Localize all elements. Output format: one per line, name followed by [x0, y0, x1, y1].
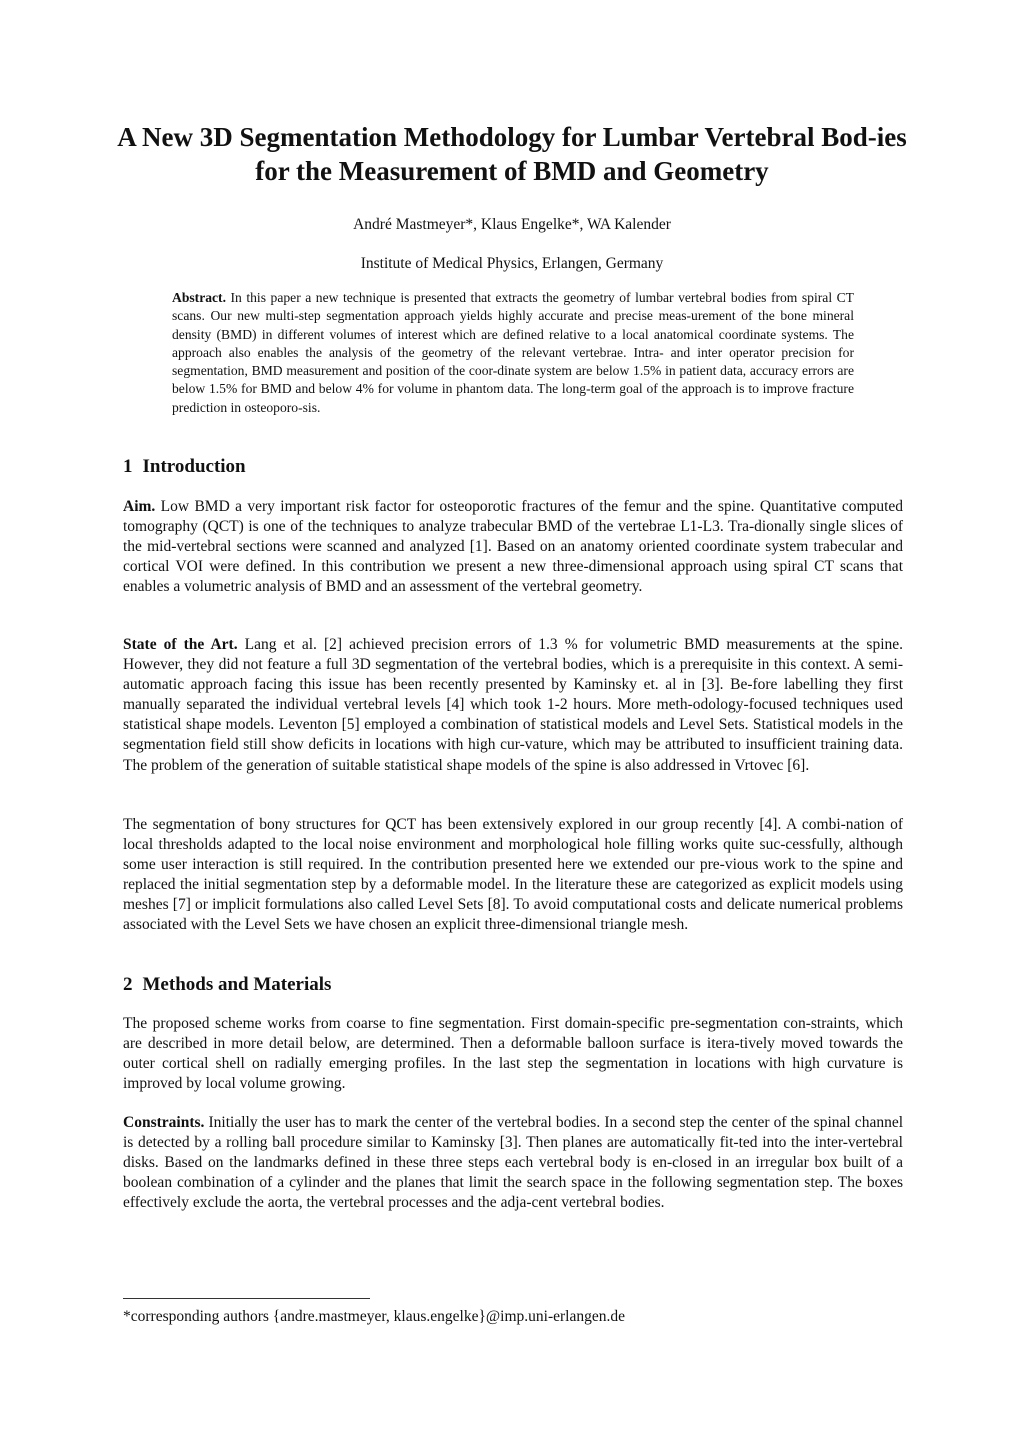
- paragraph-segmentation-bony-structures: [123, 815, 903, 936]
- section-heading-introduction: [123, 455, 246, 479]
- paragraph-text: The proposed scheme works from coarse to fine segmentation. First domain-specific pre-segmentation con-straints, which are described in more detail below, are determined. Then a deformable balloon surface is itera-tively moved towards the outer cortical shell on radially emerging profiles. In the last step the segmentation in locations with high curvature is improved by local volume growing.: [123, 1015, 903, 1093]
- abstract-text: In this paper a new technique is presented that extracts the geometry of lumbar vertebral bodies from spiral CT scans. Our new multi-step segmentation approach yields highly accurate and precise meas-urement of the bone mineral density (BMD) in different volumes of interest which are defined relative to a local anatomical coordinate systems. The approach also enables the analysis of the geometry of the relevant vertebrae. Intra- and inter operator precision for segmentation, BMD measurement and position of the coor-dinate system are below 1.5% in patient data, accuracy errors are below 1.5% for BMD and below 4% for volume in phantom data. The long-term goal of the approach is to improve fracture prediction in osteoporo-sis.: [172, 290, 854, 415]
- paragraph-text: Low BMD a very important risk factor for osteoporotic fractures of the femur and the spine. Quantitative computed tomography (QCT) is one of the techniques to analyze trabecular BMD of the vertebrae L1-L3. Tra-dionally single slices of the mid-vertebral sections were scanned and analyzed [1]. Based on an anatomy oriented coordinate system trabecular and cortical VOI were defined. In this contribution we present a new three-dimensional approach using spiral CT scans that enables a volumetric analysis of BMD and an assessment of the vertebral geometry.: [123, 498, 904, 596]
- paragraph-text: Initially the user has to mark the center of the vertebral bodies. In a second step the center of the spinal channel is detected by a rolling ball procedure similar to Kaminsky [3]. Then planes are automatically fit-ted into the inter-vertebral disks. Based on the landmarks defined in these three steps each vertebral body is en-closed in an irregular box built of a boolean combination of a cylinder and the planes that limit the search space in the following segmentation step. The boxes effectively exclude the aorta, the vertebral processes and the adja-cent vertebral bodies.: [123, 1114, 904, 1212]
- abstract-label: Abstract.: [172, 290, 226, 305]
- paragraph-proposed-scheme: [123, 1014, 903, 1094]
- affiliation: Institute of Medical Physics, Erlangen, Germany: [360, 255, 664, 272]
- section-heading-methods: [123, 973, 331, 997]
- paragraph-text: The segmentation of bony structures for QCT has been extensively explored in our group recently [4]. A combi-nation of local thresholds adapted to the local noise environment and morphological hole filling works quite suc-cessfully, although some user interaction is still required. In the contribution presented here we extended our pre-vious work to the spine and replaced the initial segmentation step by a deformable model. In the literature these are categorized as explicit models using meshes [7] or implicit formulations also called Level Sets [8]. To avoid computational costs and delicate numerical problems associated with the Level Sets we have chosen an explicit three-dimensional triangle mesh.: [123, 816, 903, 934]
- abstract: [172, 289, 854, 417]
- paragraph-lead: Aim.: [123, 498, 156, 515]
- paragraph-state-of-the-art: [123, 635, 903, 776]
- author-list: André Mastmeyer*, Klaus Engelke*, WA Kalender: [353, 216, 671, 233]
- footnote-divider: [123, 1298, 370, 1299]
- paragraph-aim: [123, 497, 903, 597]
- paper-title: A New 3D Segmentation Methodology for Lumbar Vertebral Bod-ies for the Measurement of BMD and Geometry: [117, 122, 907, 186]
- paragraph-lead: State of the Art.: [123, 636, 238, 653]
- paragraph-constraints: [123, 1113, 903, 1213]
- section-title: Methods and Materials: [142, 974, 332, 995]
- paragraph-lead: Constraints.: [123, 1114, 205, 1131]
- footnote: *corresponding authors {andre.mastmeyer, klaus.engelke}@imp.uni-erlangen.de: [123, 1308, 625, 1325]
- section-title: Introduction: [142, 456, 246, 477]
- section-number: 1: [123, 456, 133, 477]
- section-number: 2: [123, 974, 133, 995]
- paragraph-text: Lang et al. [2] achieved precision errors of 1.3 % for volumetric BMD measurements at the spine. However, they did not feature a full 3D segmentation of the vertebral bodies, which is a prerequisite in this context. A semi-automatic approach facing this issue has been recently presented by Kaminsky et. al in [3]. Be-fore labelling they first manually separated the individual vertebral levels [4] which took 1-2 hours. More meth-odology-focused techniques used statistical shape models. Leventon [5] employed a combination of statistical models and Level Sets. Statistical models in the segmentation field still show deficits in locations with high cur-vature, which may be attributed to insufficient training data. The problem of the generation of suitable statistical shape models of the spine is also addressed in Vrtovec [6].: [123, 636, 903, 774]
